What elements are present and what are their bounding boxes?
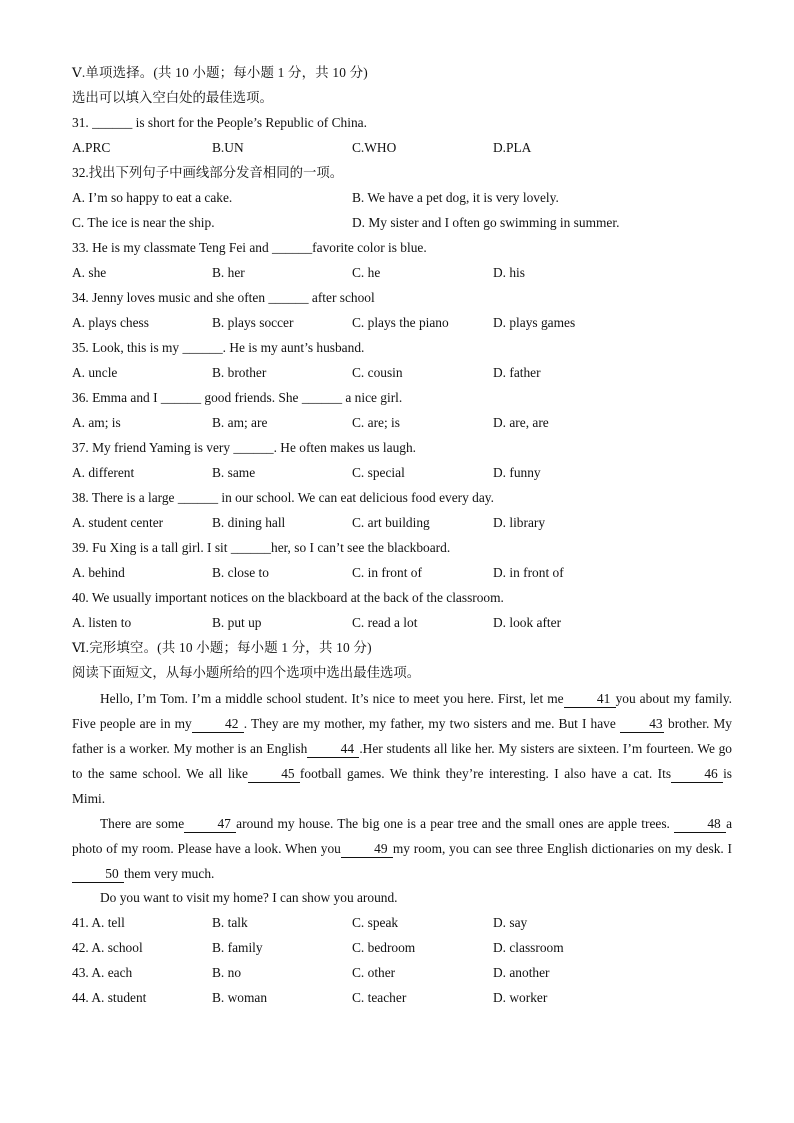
option-c: C. cousin (352, 365, 403, 380)
passage-text: is Mimi. (72, 766, 732, 806)
option-d: D. classroom (493, 940, 564, 955)
blank-47: 47 (184, 815, 236, 833)
option-d: D. library (493, 515, 546, 530)
option-a: A. listen to (72, 615, 132, 630)
option-d: D. look after (493, 615, 562, 630)
option-a: A. uncle (72, 365, 118, 380)
option-d: D. another (493, 965, 550, 980)
section-6-heading: Ⅵ.完形填空。(共 10 小题；每小题 1 分，共 10 分) (72, 640, 372, 655)
option-b: B. close to (212, 565, 269, 580)
blank-43: 43 (620, 715, 664, 733)
option-b: B. her (212, 265, 245, 280)
blank-46: 46 (671, 765, 723, 783)
question-38-stem: 38. There is a large ______ in our school. We can eat delicious food every day. (72, 490, 494, 505)
question-33-stem: 33. He is my classmate Teng Fei and ______favorite color is blue. (72, 240, 427, 255)
passage-paragraph-3: Do you want to visit my home? I can show you around. (100, 890, 398, 905)
option-b: B. dining hall (212, 515, 286, 530)
option-d: D. plays games (493, 315, 576, 330)
blank-45: 45 (248, 765, 300, 783)
option-b: B. talk (212, 915, 248, 930)
section-5-instruction: 选出可以填入空白处的最佳选项。 (72, 90, 273, 105)
option-c: C. are; is (352, 415, 400, 430)
passage-text: you about my family. Five people are in my (72, 691, 733, 731)
question-36-options (72, 413, 732, 433)
option-d: D. are, are (493, 415, 549, 430)
option-b: B. woman (212, 990, 268, 1005)
option-d: D. My sister and I often go swimming in summer. (352, 215, 620, 230)
option-a: A.PRC (72, 140, 111, 155)
option-a: A. she (72, 265, 107, 280)
section-5-heading: Ⅴ.单项选择。(共 10 小题；每小题 1 分，共 10 分) (72, 65, 368, 80)
passage-text: a photo of my room. Please have a look. When you (72, 816, 733, 856)
option-b: B. plays soccer (212, 315, 294, 330)
option-c: C. read a lot (352, 615, 418, 630)
option-d: D. say (493, 915, 528, 930)
passage-text: . They are my mother, my father, my two sisters and me. But I have (243, 716, 620, 731)
passage-text: brother. My father is a worker. My mother is an English (72, 716, 732, 756)
option-c: C. other (352, 965, 396, 980)
question-39-stem: 39. Fu Xing is a tall girl. I sit ______her, so I can’t see the blackboard. (72, 540, 451, 555)
passage-text: .Her students all like her. My sisters are sixteen. I’m fourteen. We go to the same school. We all like (72, 741, 732, 781)
option-a: A. am; is (72, 415, 121, 430)
blank-42: 42 (192, 715, 244, 733)
question-37-options (72, 463, 732, 483)
question-37-stem: 37. My friend Yaming is very ______. He often makes us laugh. (72, 440, 417, 455)
passage-text: football games. We think they’re interesting. I also have a cat. Its (299, 766, 672, 781)
question-34-options (72, 313, 732, 333)
option-c: C. in front of (352, 565, 422, 580)
blank-49: 49 (341, 840, 393, 858)
option-c: C. plays the piano (352, 315, 449, 330)
question-42-options (72, 938, 732, 958)
option-c: C. The ice is near the ship. (72, 215, 215, 230)
option-a: A. I’m so happy to eat a cake. (72, 190, 233, 205)
question-32-stem: 32.找出下列句子中画线部分发音相同的一项。 (72, 165, 344, 180)
option-a: 41. A. tell (72, 915, 125, 930)
blank-48: 48 (674, 815, 726, 833)
question-31-options (72, 138, 732, 158)
option-a: 44. A. student (72, 990, 147, 1005)
question-31-stem: 31. ______ is short for the People’s Republic of China. (72, 115, 367, 130)
option-a: A. different (72, 465, 135, 480)
option-b: B. no (212, 965, 242, 980)
passage-text: them very much. (124, 866, 215, 881)
option-a: A. plays chess (72, 315, 149, 330)
option-d: D. funny (493, 465, 541, 480)
option-c: C. speak (352, 915, 399, 930)
passage-paragraph-2 (72, 811, 732, 886)
question-32-options-row2 (72, 213, 732, 233)
option-c: C. bedroom (352, 940, 416, 955)
question-40-options (72, 613, 732, 633)
question-39-options (72, 563, 732, 583)
question-43-options (72, 963, 732, 983)
option-d: D. worker (493, 990, 548, 1005)
option-c: C.WHO (352, 140, 397, 155)
question-34-stem: 34. Jenny loves music and she often ______ after school (72, 290, 375, 305)
passage-paragraph-1 (72, 686, 732, 811)
option-c: C. teacher (352, 990, 407, 1005)
blank-44: 44 (307, 740, 359, 758)
blank-41: 41 (564, 690, 616, 708)
question-41-options (72, 913, 732, 933)
question-35-stem: 35. Look, this is my ______. He is my aunt’s husband. (72, 340, 365, 355)
option-a: 43. A. each (72, 965, 133, 980)
option-b: B.UN (212, 140, 244, 155)
question-32-options-row1 (72, 188, 732, 208)
option-a: A. student center (72, 515, 164, 530)
option-b: B. We have a pet dog, it is very lovely. (352, 190, 559, 205)
blank-50: 50 (72, 865, 124, 883)
option-b: B. put up (212, 615, 262, 630)
option-b: B. family (212, 940, 263, 955)
passage-text: my room, you can see three English dictionaries on my desk. I (392, 841, 732, 856)
question-36-stem: 36. Emma and I ______ good friends. She ______ a nice girl. (72, 390, 403, 405)
question-35-options (72, 363, 732, 383)
option-b: B. am; are (212, 415, 268, 430)
option-c: C. art building (352, 515, 430, 530)
question-38-options (72, 513, 732, 533)
question-33-options (72, 263, 732, 283)
passage-text: around my house. The big one is a pear tree and the small ones are apple trees. (236, 816, 675, 831)
option-c: C. he (352, 265, 381, 280)
passage-text: There are some (100, 816, 185, 831)
question-44-options (72, 988, 732, 1008)
option-d: D. his (493, 265, 525, 280)
option-a: A. behind (72, 565, 125, 580)
option-d: D. in front of (493, 565, 564, 580)
section-6-instruction: 阅读下面短文，从每小题所给的四个选项中选出最佳选项。 (72, 665, 421, 680)
option-a: 42. A. school (72, 940, 143, 955)
passage-text: Hello, I’m Tom. I’m a middle school student. It’s nice to meet you here. First, let me (100, 691, 564, 706)
option-b: B. same (212, 465, 256, 480)
option-d: D. father (493, 365, 541, 380)
option-b: B. brother (212, 365, 267, 380)
question-40-stem: 40. We usually important notices on the blackboard at the back of the classroom. (72, 590, 504, 605)
option-c: C. special (352, 465, 405, 480)
option-d: D.PLA (493, 140, 532, 155)
